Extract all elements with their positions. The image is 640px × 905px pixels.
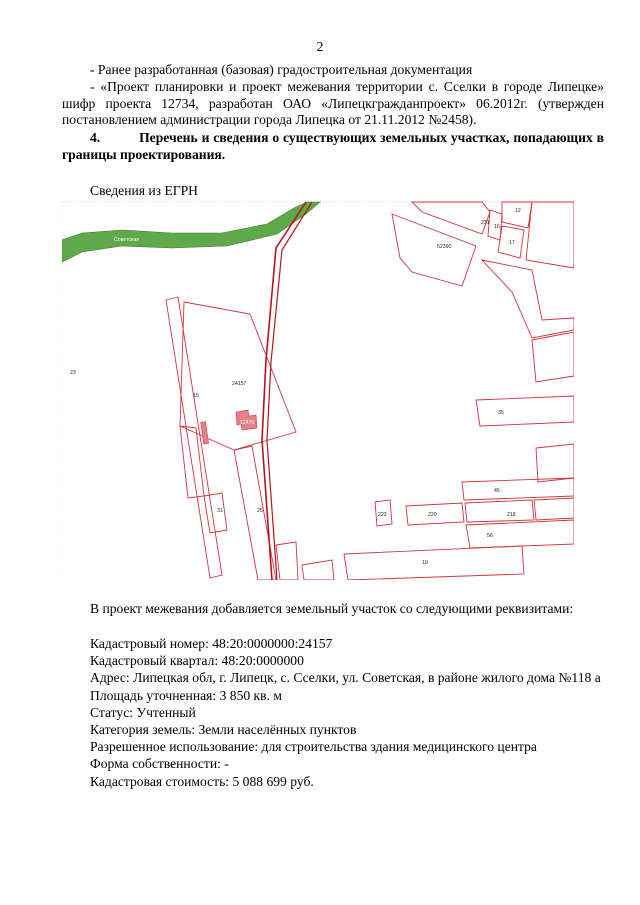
label-24157: 24157 xyxy=(232,381,247,387)
parcel-bottom-2 xyxy=(302,560,334,580)
planning-project-item: - «Проект планировки и проект межевания территории с. Сселки в городе Липецке» шифр проекта 12734, разработан ОАО «Липецкгражданпроект» 06.2012г. (утвержден постановлением администрации города Липецка от 21.11.2012 №2458). xyxy=(62,79,604,127)
detail-land-category: Категория земель: Земли населённых пунктов xyxy=(90,722,357,738)
label-16: 16 xyxy=(494,224,500,230)
label-31: 31 xyxy=(217,508,223,514)
label-12: 12 xyxy=(515,208,521,214)
parcel-19 xyxy=(344,546,524,580)
parcel-218-east xyxy=(534,498,574,520)
parcel-east-2 xyxy=(536,444,574,482)
cadastral-map xyxy=(62,200,574,580)
parcel-35 xyxy=(476,396,574,426)
parcel-east-1 xyxy=(532,332,574,382)
label-17: 17 xyxy=(509,240,515,246)
label-52390: 52390 xyxy=(437,244,452,250)
label-220: 220 xyxy=(428,512,437,518)
detail-permitted-use: Разрешенное использование: для строительства здания медицинского центра xyxy=(90,739,537,755)
parcel-bottom-1 xyxy=(276,542,298,580)
parcel-45 xyxy=(462,478,574,500)
detail-cadastral-number: Кадастровый номер: 48:20:0000000:24157 xyxy=(90,636,333,651)
detail-area: Площадь уточненная: 3 850 кв. м xyxy=(90,687,282,703)
label-223: 223 xyxy=(378,512,387,518)
label-231: 231 xyxy=(481,220,490,226)
detail-cadastral-quarter: Кадастровый квартал: 48:20:0000000 xyxy=(90,653,304,669)
parcel-ne xyxy=(482,260,574,338)
label-15: 15 xyxy=(193,393,199,399)
label-building: 12470 xyxy=(240,420,255,426)
detail-status: Статус: Учтенный xyxy=(90,704,196,720)
parcel-15 xyxy=(166,297,222,578)
parcel-25 xyxy=(234,446,276,580)
parcel-24157 xyxy=(180,302,296,450)
label-45: 45 xyxy=(494,488,500,494)
label-23: 23 xyxy=(70,370,76,376)
label-35: 35 xyxy=(498,410,504,416)
label-25: 25 xyxy=(257,508,263,514)
base-docs-item: - Ранее разработанная (базовая) градостроительная документация xyxy=(90,62,473,77)
detail-ownership: Форма собственности: - xyxy=(90,756,229,772)
parcel-12 xyxy=(502,202,532,228)
parcel-31 xyxy=(204,493,227,533)
label-19: 19 xyxy=(422,560,428,566)
map-caption: Сведения из ЕГРН xyxy=(90,183,198,198)
label-218: 218 xyxy=(507,512,516,518)
section-number: 4. xyxy=(90,130,101,145)
parcels xyxy=(166,202,574,580)
parcel-218 xyxy=(465,500,534,522)
road-label: Советская xyxy=(114,237,140,243)
parcel-52390 xyxy=(392,214,476,286)
page-number: 2 xyxy=(316,40,324,55)
structure-small xyxy=(201,422,209,444)
parcel-231 xyxy=(412,202,490,234)
parcel-details xyxy=(62,635,604,790)
section-title: Перечень и сведения о существующих земельных участках, попадающих в границы проектирования. xyxy=(62,130,605,162)
project-boundary-line-a xyxy=(262,202,306,580)
parcel-intro: В проект межевания добавляется земельный участок со следующими реквизитами: xyxy=(90,601,574,616)
detail-cadastral-value: Кадастровая стоимость: 5 088 699 руб. xyxy=(90,773,314,789)
parcel-56 xyxy=(466,520,574,548)
section-heading xyxy=(62,130,604,163)
parcel-top-right xyxy=(526,202,574,268)
detail-address: Адрес: Липецкая обл, г. Липецк, с. Сселки, ул. Советская, в районе жилого дома №118 а xyxy=(90,670,601,686)
label-56: 56 xyxy=(487,533,493,539)
project-boundary-line-b xyxy=(267,202,312,580)
